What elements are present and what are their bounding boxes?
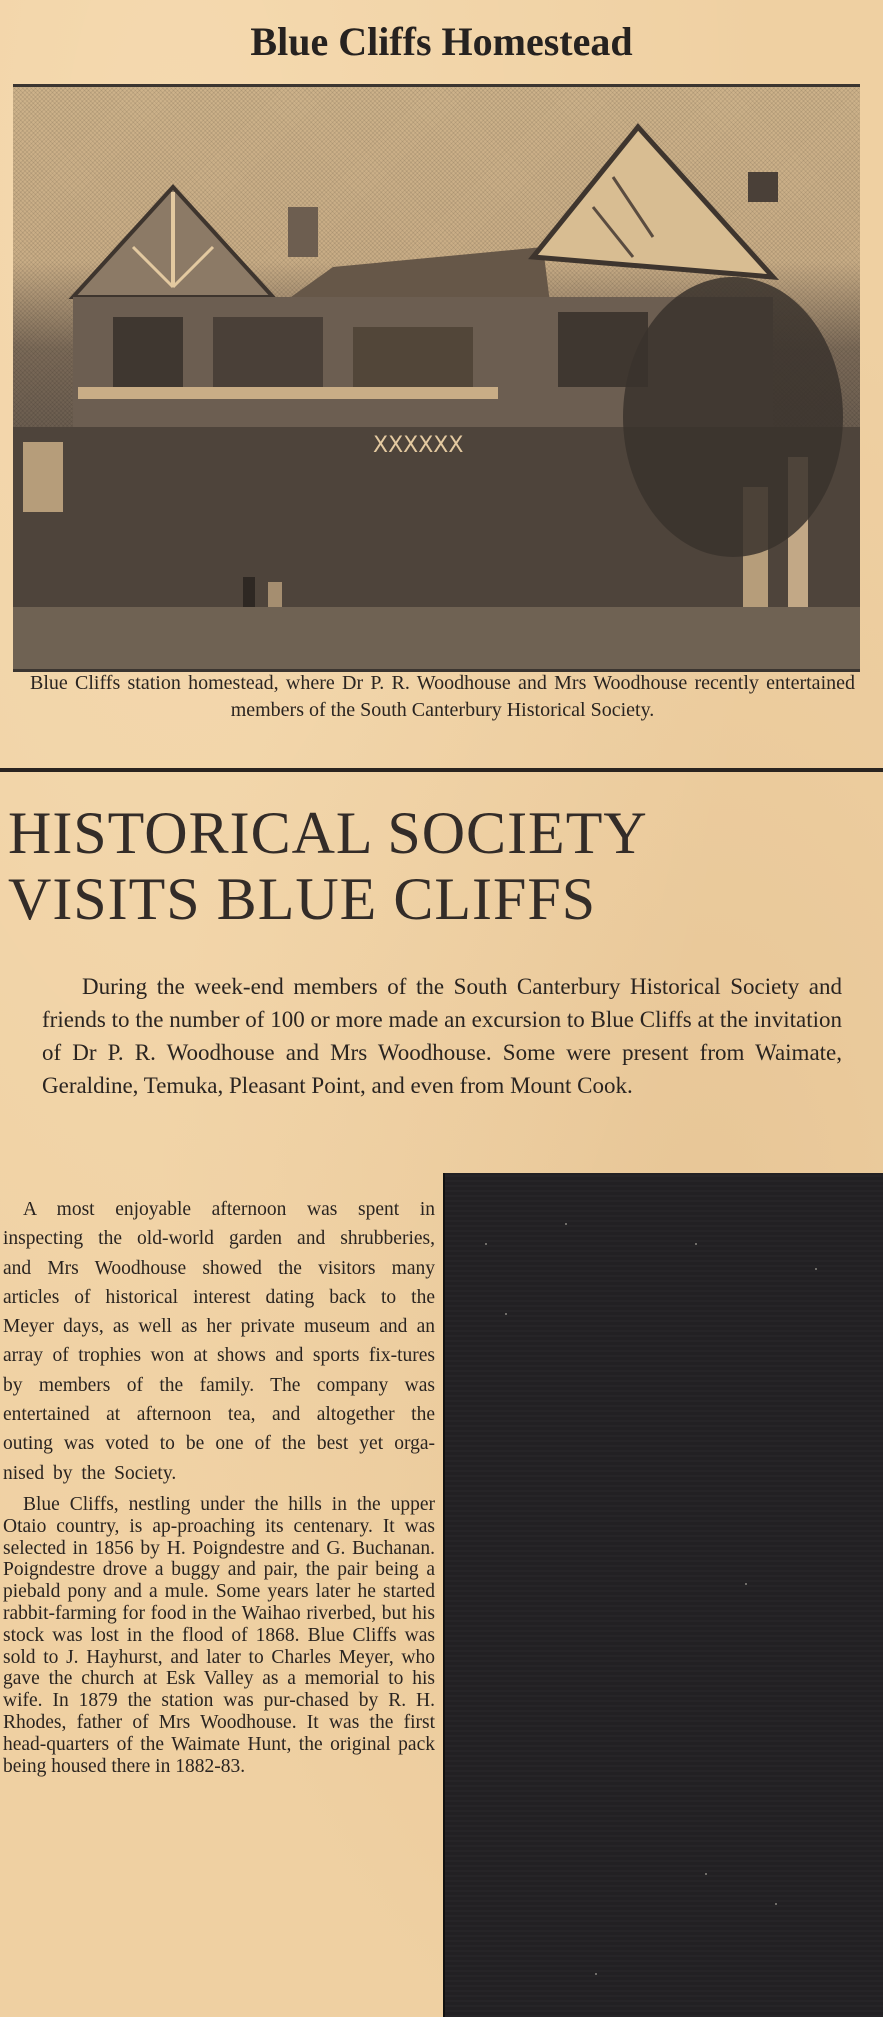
speck: [695, 1243, 697, 1245]
lead-text: During the week-end members of the South Canterbury Historical Society and friends to the number of 100 or more made an excursion to Blue Cliffs at the invitation of Dr P. R. Woodhouse and Mrs Woodhouse. Some were present from Waimate, Geraldine, Temuka, Pleasant Point, and even from Mount Cook.: [42, 974, 842, 1098]
headline-line-2: VISITS BLUE CLIFFS: [8, 866, 597, 932]
speck: [745, 1583, 747, 1585]
speck: [775, 1903, 777, 1905]
speck: [815, 1268, 817, 1270]
speck: [505, 1313, 507, 1315]
photo-caption: Blue Cliffs station homestead, where Dr P. R. Woodhouse and Mrs Woodhouse recently entertained members of the South Canterbury Historical Society.: [30, 672, 855, 721]
photo-headline: Blue Cliffs Homestead: [250, 19, 633, 64]
lead-paragraph: [42, 970, 842, 1102]
article-body-column: [3, 1195, 435, 1777]
homestead-photo: [13, 84, 860, 672]
speck: [485, 1243, 487, 1245]
speck: [705, 1873, 707, 1875]
speck: [565, 1223, 567, 1225]
dark-backing-paper: [443, 1173, 883, 2017]
speck: [595, 1973, 597, 1975]
svg-text:XXXXXX: XXXXXX: [373, 433, 464, 458]
article-headline: [8, 800, 868, 932]
body-paragraph-1: A most enjoyable afternoon was spent in inspecting the old-world garden and shrubberies, and Mrs Woodhouse showed the visitors many articles of historical interest dating back to the Meyer days, as well as her private museum and an array of trophies won at shows and sports fix-tures by members of the family. The company was entertained at afternoon tea, and altogether the outing was voted to be one of the best yet orga-nised by the Society.: [3, 1199, 435, 1484]
section-divider: [0, 768, 883, 772]
headline-line-1: HISTORICAL SOCIETY: [8, 800, 648, 866]
homestead-illustration: [13, 87, 860, 669]
body-paragraph-2: Blue Cliffs, nestling under the hills in the upper Otaio country, is ap-proaching its centenary. It was selected in 1856 by H. Poigndestre and G. Buchanan. Poigndestre drove a buggy and pair, the pair being a piebald pony and a mule. Some years later he started rabbit-farming for food in the Waihao riverbed, but his stock was lost in the flood of 1868. Blue Cliffs was sold to J. Hayhurst, and later to Charles Meyer, who gave the church at Esk Valley as a memorial to his wife. In 1879 the station was pur-chased by R. H. Rhodes, father of Mrs Woodhouse. It was the first head-quarters of the Waimate Hunt, the original pack being housed there in 1882-83.: [3, 1493, 435, 1777]
